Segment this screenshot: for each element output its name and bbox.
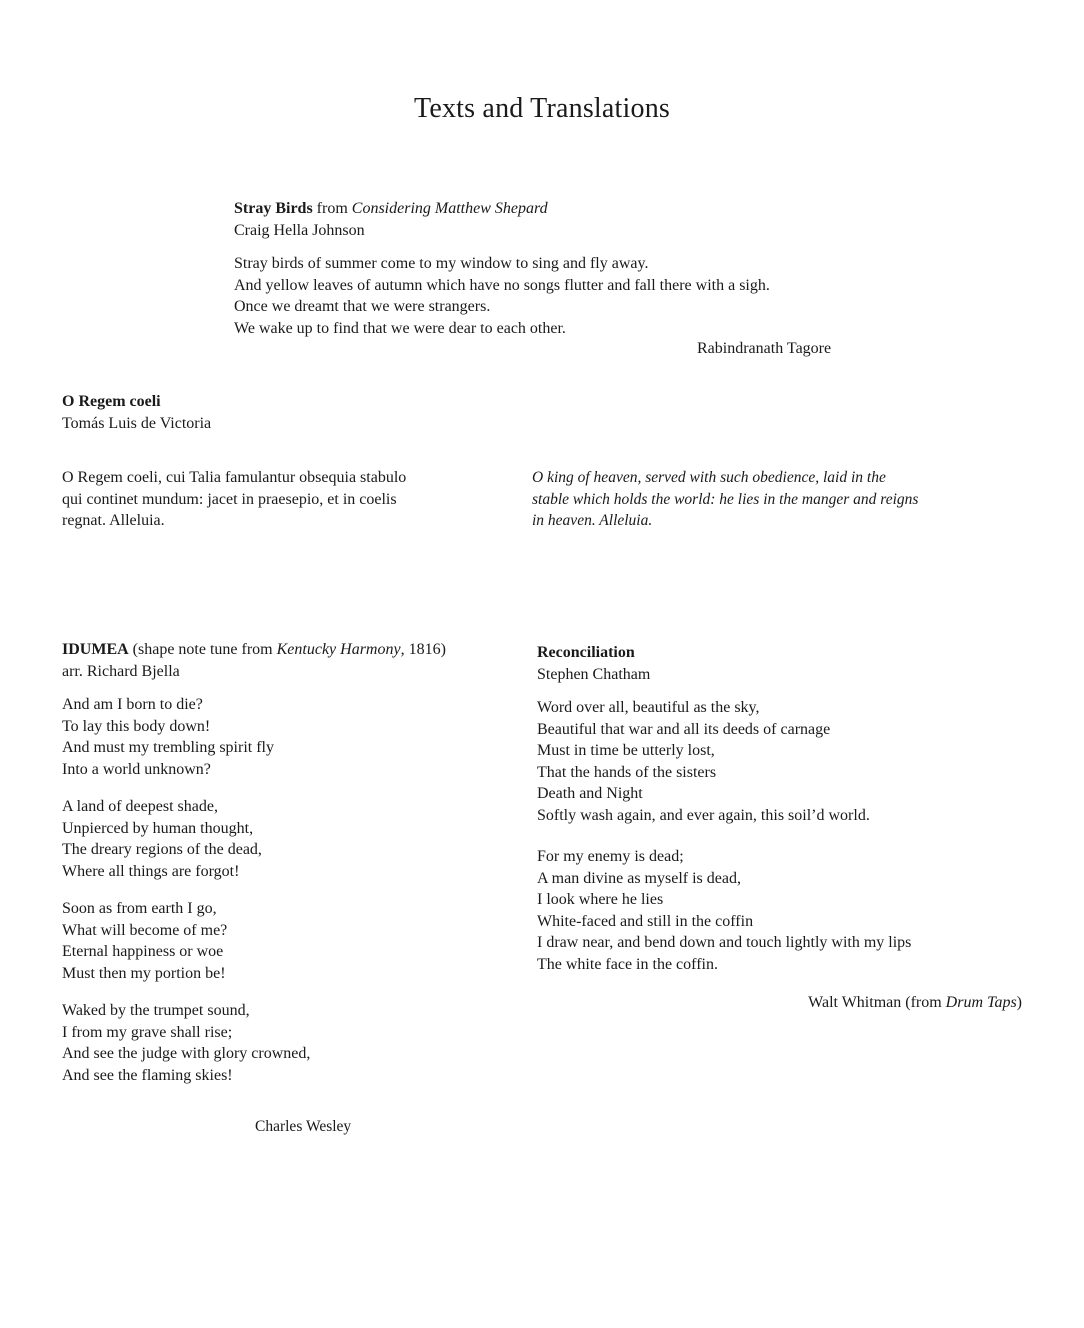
stray-birds-section (234, 198, 770, 339)
poem-line: Death and Night (537, 785, 643, 802)
stray-birds-poem (234, 253, 770, 339)
translation-line: O king of heaven, served with such obedience, laid in the (532, 469, 886, 486)
reconciliation-stanza-2 (537, 846, 911, 975)
poem-line: Must then my portion be! (62, 964, 226, 982)
idumea-stanza-3 (62, 898, 446, 984)
reconciliation-author-post: ) (1016, 994, 1022, 1011)
o-regem-section (62, 391, 211, 434)
poem-line: A land of deepest shade, (62, 798, 218, 815)
o-regem-latin (62, 467, 406, 532)
poem-line: Beautiful that war and all its deeds of carnage (537, 720, 831, 738)
stray-birds-source: Considering Matthew Shepard (351, 200, 548, 217)
poem-line: Waked by the trumpet sound, (62, 1002, 250, 1019)
o-regem-title: O Regem coeli (62, 393, 161, 410)
idumea-subtitle-source: Kentucky Harmony (276, 641, 401, 658)
poem-line: White-faced and still in the coffin (537, 912, 754, 930)
idumea-section (62, 639, 446, 1086)
stray-birds-composer: Craig Hella Johnson (234, 221, 365, 239)
poem-line: And yellow leaves of autumn which have no songs flutter and fall there with a sigh. (234, 276, 770, 294)
poem-line: Once we dreamt that we were strangers. (234, 298, 491, 315)
poem-line: I draw near, and bend down and touch lightly with my lips (537, 934, 912, 951)
poem-line: Must in time be utterly lost, (537, 742, 715, 759)
poem-line: And see the flaming skies! (62, 1066, 233, 1084)
reconciliation-author-source: Drum Taps (945, 994, 1017, 1011)
latin-line: qui continet mundum: jacet in praesepio, et in coelis (62, 490, 397, 508)
poem-line: Into a world unknown? (62, 760, 211, 778)
reconciliation-section (537, 642, 911, 975)
latin-line: regnat. Alleluia. (62, 512, 165, 529)
idumea-subtitle-post: , 1816) (400, 641, 446, 658)
reconciliation-author-pre: Walt Whitman (from (808, 994, 942, 1011)
o-regem-composer: Tomás Luis de Victoria (62, 414, 212, 432)
idumea-stanza-1 (62, 694, 446, 780)
reconciliation-composer: Stephen Chatham (537, 665, 651, 683)
o-regem-english (532, 467, 918, 532)
stray-birds-author: Rabindranath Tagore (697, 340, 832, 357)
poem-line: And must my trembling spirit fly (62, 739, 274, 756)
idumea-arranger: arr. Richard Bjella (62, 662, 180, 680)
poem-line: That the hands of the sisters (537, 763, 717, 781)
poem-line: And see the judge with glory crowned, (62, 1045, 311, 1062)
idumea-stanza-2 (62, 796, 446, 882)
page-title: Texts and Translations (413, 93, 670, 124)
poem-line: Soon as from earth I go, (62, 900, 217, 917)
idumea-stanza-4 (62, 1000, 446, 1086)
latin-line: O Regem coeli, cui Talia famulantur obsequia stabulo (62, 469, 407, 486)
idumea-heading (62, 639, 446, 661)
poem-line: Where all things are forgot! (62, 862, 240, 880)
poem-line: I look where he lies (537, 891, 664, 908)
poem-line: And am I born to die? (62, 696, 203, 713)
poem-line: What will become of me? (62, 921, 228, 939)
reconciliation-title: Reconciliation (537, 644, 635, 661)
poem-line: Unpierced by human thought, (62, 819, 254, 837)
reconciliation-author (808, 992, 1022, 1014)
translation-line: stable which holds the world: he lies in the manger and reigns (532, 490, 919, 508)
poem-line: To lay this body down! (62, 717, 211, 735)
stray-birds-heading (234, 198, 770, 220)
poem-line: I from my grave shall rise; (62, 1023, 233, 1041)
translation-line: in heaven. Alleluia. (532, 512, 653, 529)
poem-line: Eternal happiness or woe (62, 943, 224, 960)
poem-line: The dreary regions of the dead, (62, 841, 262, 858)
poem-line: Word over all, beautiful as the sky, (537, 699, 760, 716)
idumea-subtitle-pre: (shape note tune from (132, 641, 273, 658)
reconciliation-stanza-1 (537, 697, 911, 826)
poem-line: Softly wash again, and ever again, this soil’d world. (537, 806, 870, 824)
poem-line: For my enemy is dead; (537, 848, 684, 865)
stray-birds-from: from (316, 200, 348, 217)
poem-line: The white face in the coffin. (537, 955, 718, 973)
poem-line: We wake up to find that we were dear to each other. (234, 319, 566, 337)
idumea-author: Charles Wesley (255, 1118, 352, 1135)
idumea-title: IDUMEA (62, 641, 129, 658)
poem-line: A man divine as myself is dead, (537, 869, 741, 887)
stray-birds-title: Stray Birds (234, 200, 313, 217)
poem-line: Stray birds of summer come to my window to sing and fly away. (234, 255, 649, 272)
